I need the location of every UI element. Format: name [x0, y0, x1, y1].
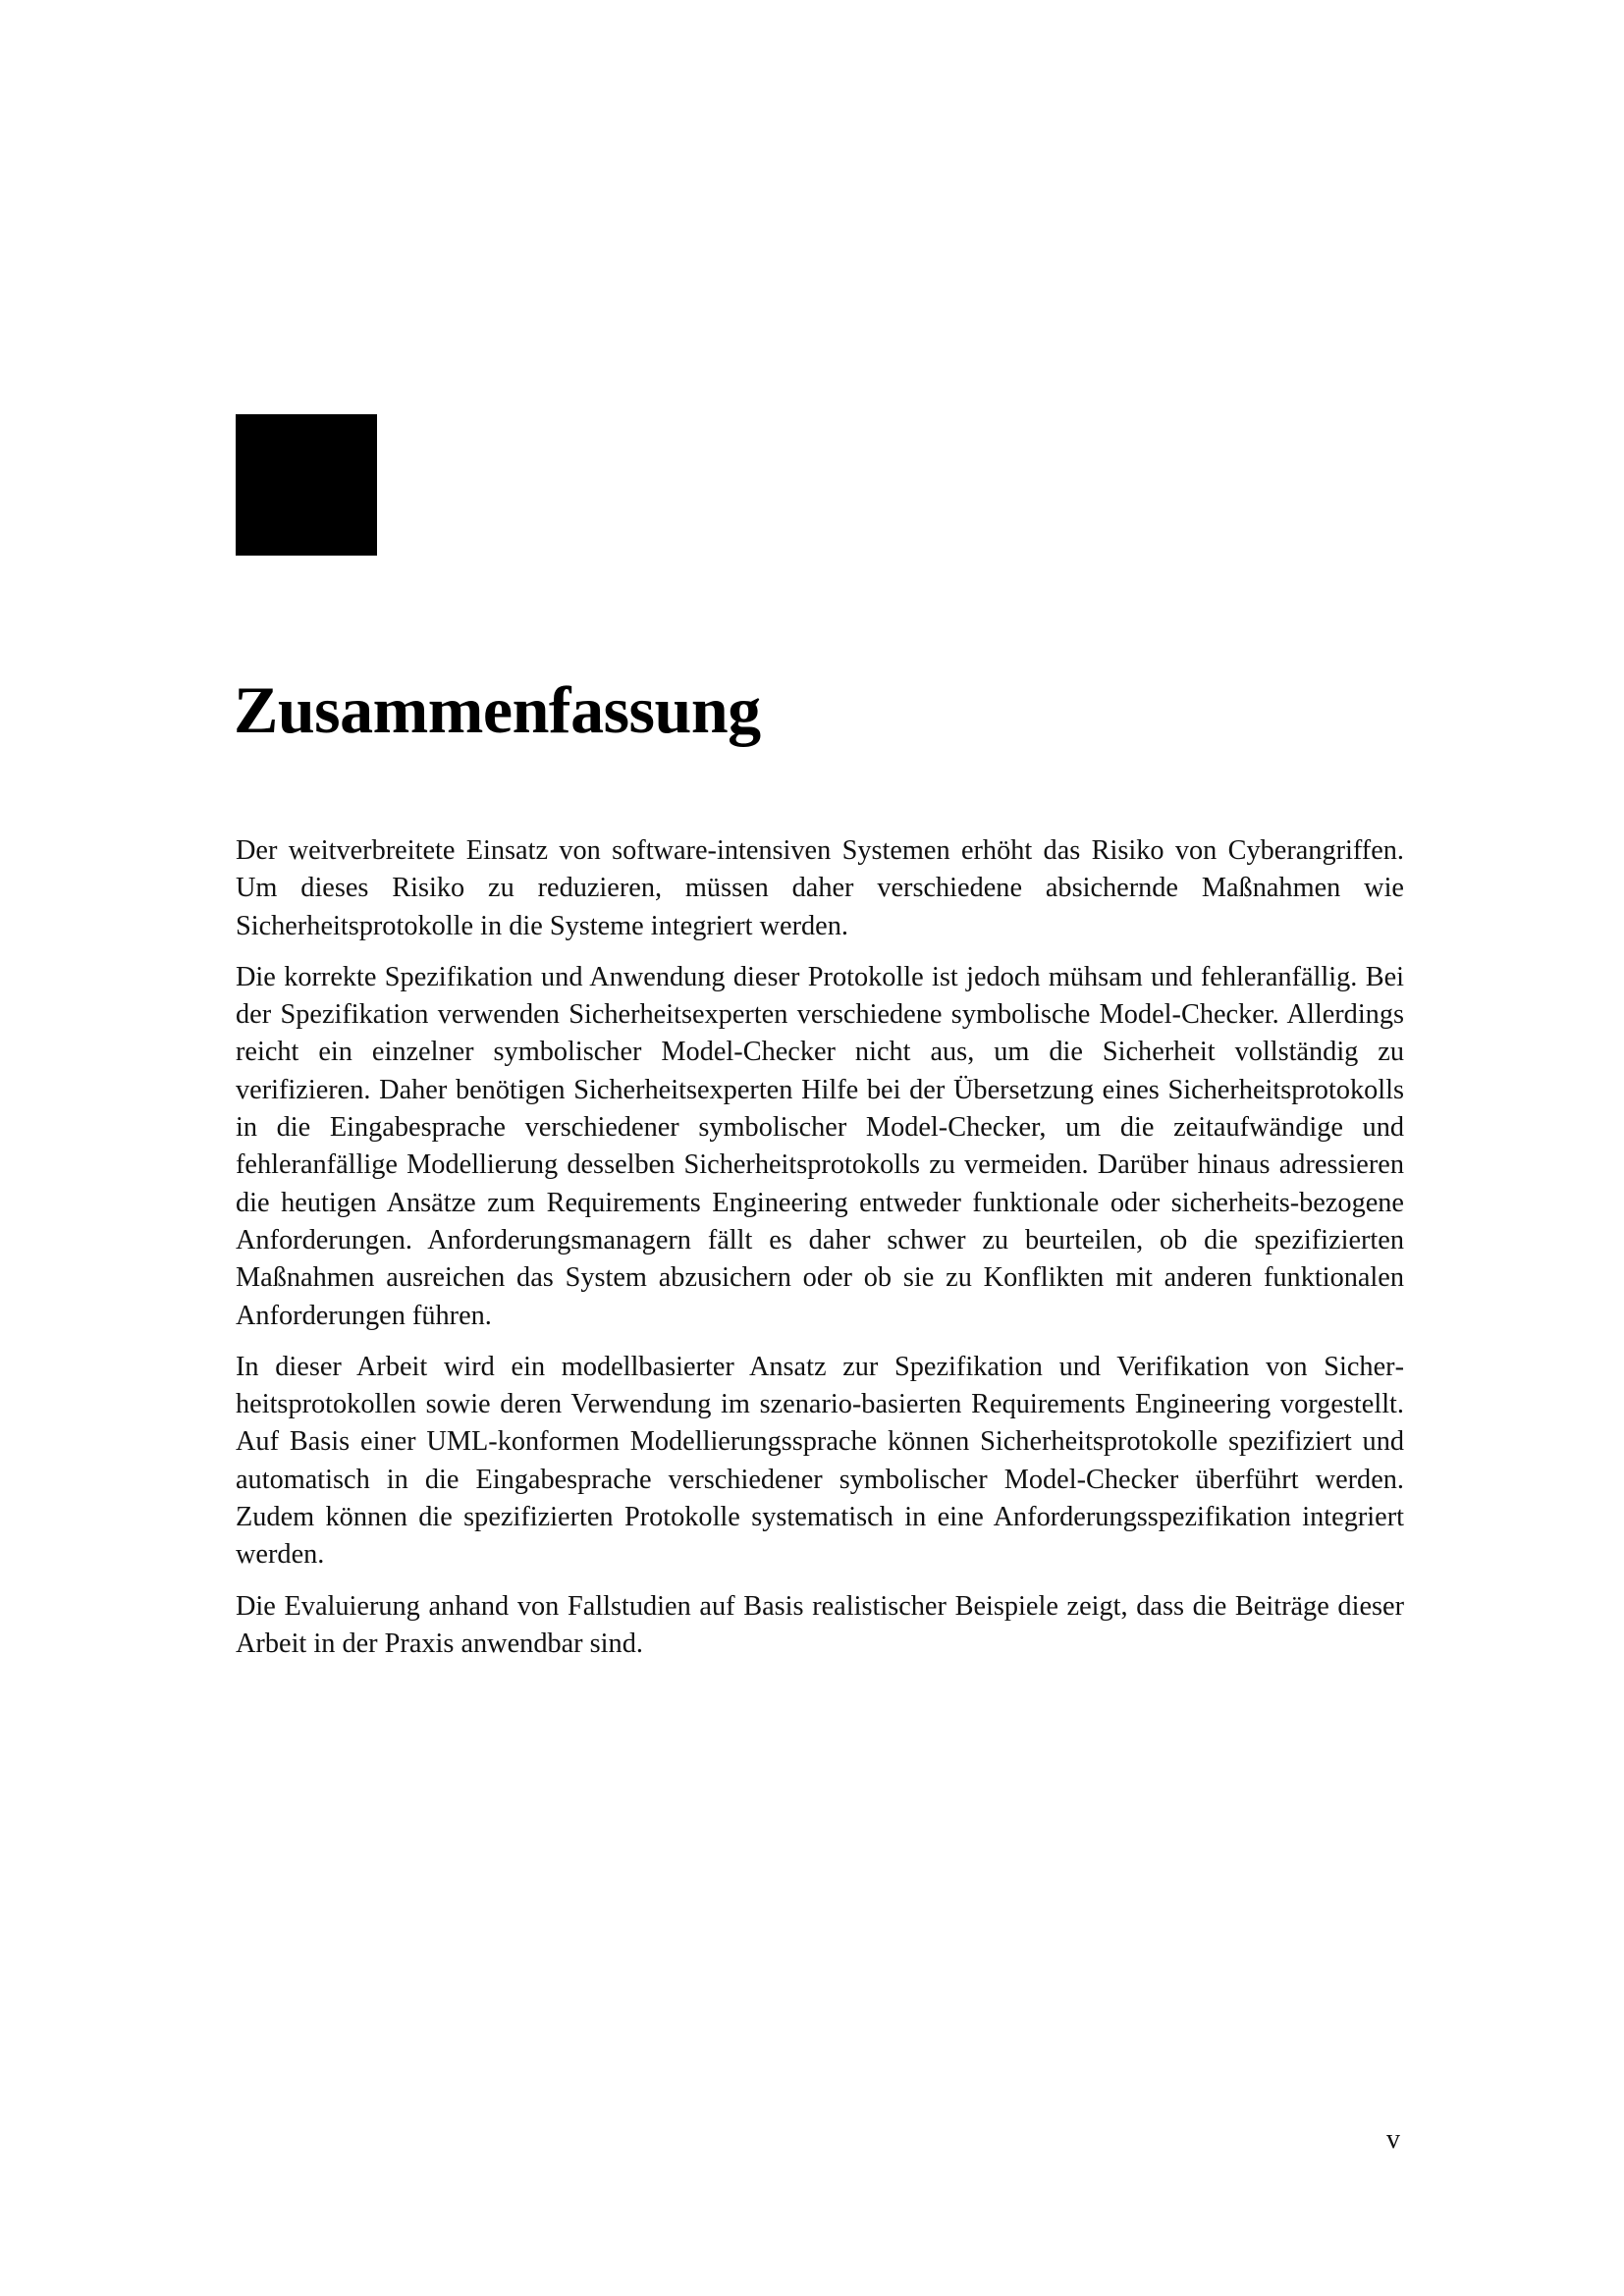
- chapter-title: Zusammenfassung: [234, 672, 761, 747]
- abstract-body: [236, 832, 1404, 1677]
- page-number: v: [1386, 2124, 1400, 2155]
- chapter-marker-block: [236, 414, 377, 556]
- paragraph-2: Die korrekte Spezifikation und Anwendung dieser Protokolle ist jedoch mühsam und fehleranfällig. Bei der Spezifikation verwenden Sicherheitsexperten verschiedene symbolische Model-Checker. Allerdings reicht ein einzelner symbolischer Model-Checker nicht aus, um die Sicherheit vollständig zu verifizieren. Daher benötigen Sicherheitsexperten Hilfe bei der Übersetzung eines Sicherheitsprotokolls in die Eingabesprache verschiedener symbolischer Model-Checker, um die zeitaufwändige und fehleranfällige Modellierung desselben Sicherheitsprotokolls zu vermeiden. Darüber hinaus adressieren die heutigen Ansätze zum Requirements Engineering entweder funktionale oder sicherheits-bezogene Anforderungen. Anforderungsmanagern fällt es daher schwer zu beurteilen, ob die spezifizierten Maßnahmen ausreichen das System abzusichern oder ob sie zu Konflikten mit anderen funktionalen Anforderungen führen.: [236, 961, 1404, 1331]
- paragraph-1: Der weitverbreitete Einsatz von software-intensiven Systemen erhöht das Risiko von Cyberangriffen. Um dieses Risiko zu reduzieren, müssen daher verschiedene absichernde Maßnahmen wie Sicherheitsprotokolle in die Systeme integriert werden.: [236, 835, 1404, 941]
- paragraph-3: In dieser Arbeit wird ein modellbasierter Ansatz zur Spezifikation und Verifikation von Sicherheitsprotokollen sowie deren Verwendung im szenario-basierten Requirements Engineering vorgestellt. Auf Basis einer UML-konformen Modellierungssprache können Sicherheitsprotokolle spezifiziert und automatisch in die Eingabesprache verschiedener symbolischer Model-Checker überführt werden. Zudem können die spezifizierten Protokolle systematisch in eine Anforderungsspezifikation integriert werden.: [236, 1351, 1404, 1571]
- paragraph-4: Die Evaluierung anhand von Fallstudien auf Basis realistischer Beispiele zeigt, dass die Beiträge dieser Arbeit in der Praxis anwendbar sind.: [236, 1590, 1404, 1659]
